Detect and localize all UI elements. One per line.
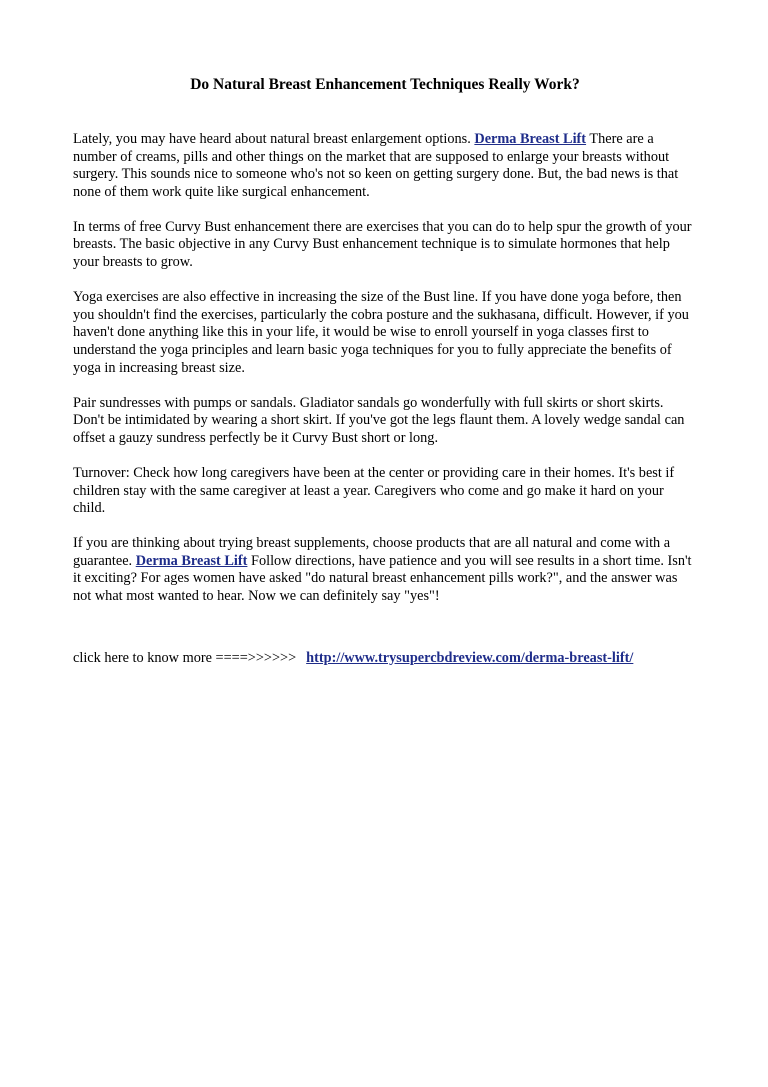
paragraph-yoga: Yoga exercises are also effective in increasing the size of the Bust line. If you have done yoga before, then you shouldn't find the exercises, particularly the cobra posture and the sukhasana, difficult. However, if you haven't done anything like this in your life, it would be wise to enroll yourself in yoga classes first to understand the yoga principles and learn basic yoga techniques for you to fully appreciate the benefits of yoga in increasing breast size. (73, 289, 689, 376)
paragraph-text: There are a number of creams, pills and other things on the market that are supposed to enlarge your breasts without surgery. This sounds nice to someone who's not so keen on getting surgery done. But, the bad news is that none of them work quite like surgical enhancement. (73, 131, 679, 200)
paragraph-supplements (73, 535, 697, 605)
document-page (73, 75, 697, 667)
paragraph-turnover: Turnover: Check how long caregivers have been at the center or providing care in their homes. It's best if children stay with the same caregiver at least a year. Caregivers who come and go make it hard on your child. (73, 464, 675, 517)
footer-label: click here to know more ====>>>>>> (73, 649, 297, 666)
paragraph-text: Lately, you may have heard about natural breast enlargement options. (73, 131, 475, 147)
paragraph-text: If you are thinking about trying breast supplements, choose products that are all natural and come with a guarantee. (73, 535, 671, 569)
document-title: Do Natural Breast Enhancement Techniques Really Work? (190, 76, 580, 93)
paragraph-intro (73, 131, 697, 201)
paragraph-text: Follow directions, have patience and you will see results in a short time. Isn't it exciting? For ages women have asked "do natural breast enhancement pills work?", and the answer was not what most wanted to hear. Now we can definitely say "yes"! (73, 552, 692, 604)
footer-url-link[interactable]: http://www.trysupercbdreview.com/derma-breast-lift/ (306, 649, 634, 666)
footer-line (73, 650, 697, 668)
derma-breast-lift-link[interactable]: Derma Breast Lift (474, 131, 587, 147)
derma-breast-lift-link[interactable]: Derma Breast Lift (135, 552, 248, 569)
paragraph-exercises: In terms of free Curvy Bust enhancement there are exercises that you can do to help spur the growth of your breasts. The basic objective in any Curvy Bust enhancement technique is to simulate hormones that help your breasts to grow. (73, 218, 692, 271)
paragraph-sundresses: Pair sundresses with pumps or sandals. Gladiator sandals go wonderfully with full skirts or short skirts. Don't be intimidated by wearing a short skirt. If you've got the legs flaunt them. A lovely wedge sandal can offset a gauzy sundress perfectly be it Curvy Bust short or long. (73, 394, 685, 446)
